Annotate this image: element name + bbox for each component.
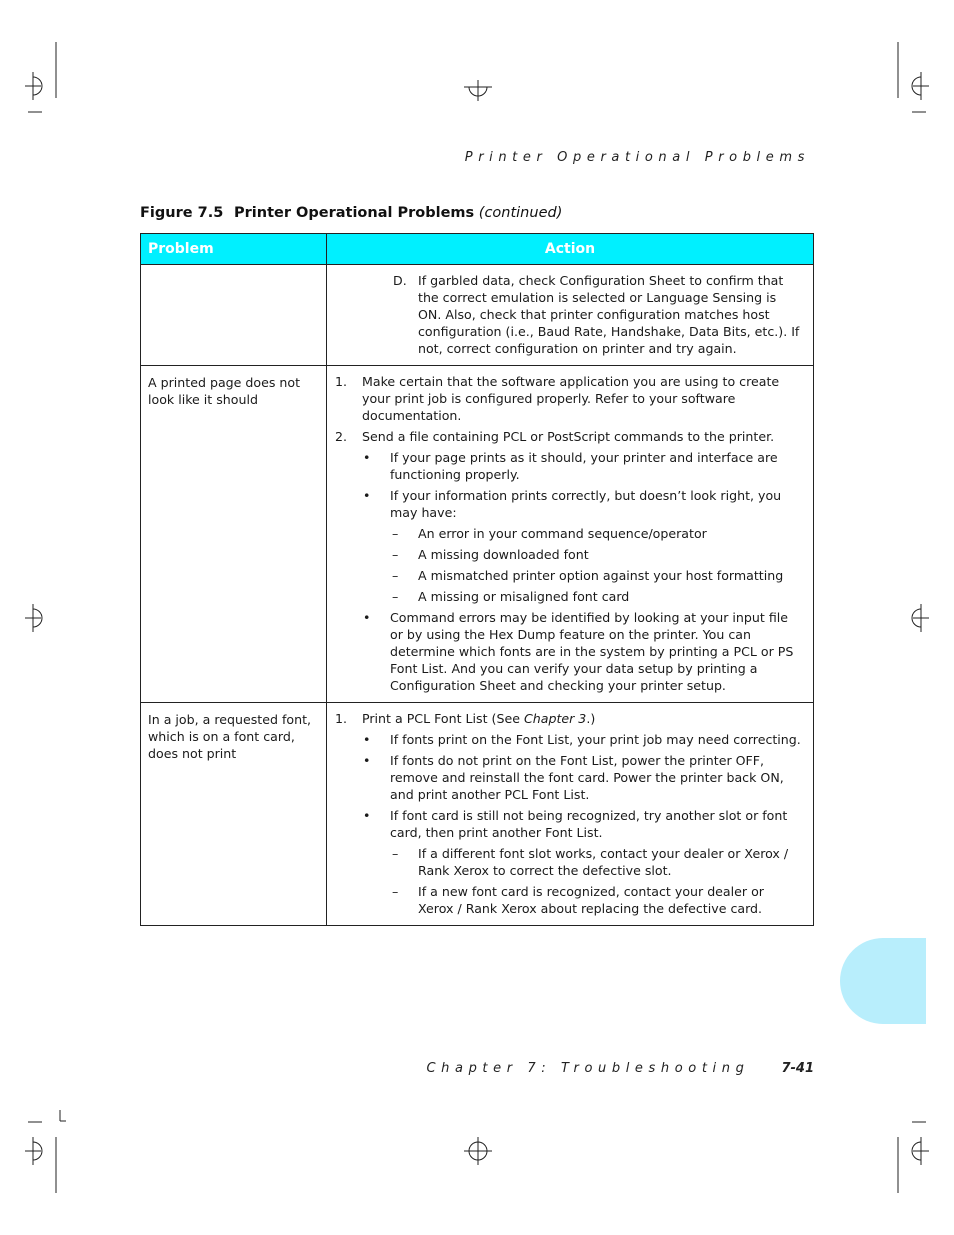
item-text: If font card is still not being recognized, try another slot or font card, then print another Font List. [390,808,788,840]
dash-marker: – [392,589,399,604]
table-header-row [141,234,814,265]
item-text: If garbled data, check Configuration Sheet to confirm that the correct emulation is selected or Language Sensing is ON. Also, check that printer configuration matches host configuration (i.e., Baud Rate, Handshake, Data Bits, etc.). If not, correct configuration on printer and try again. [418,273,800,356]
problems-table [140,233,814,926]
list-item [327,710,803,727]
item-text: A missing downloaded font [418,547,589,562]
bullet-marker: • [363,808,371,823]
item-text: Command errors may be identified by looking at your input file or by using the Hex Dump feature on the printer. You can determine which fonts are in the system by printing a PCL or PS Font List. And you can verify your data setup by printing a Configuration Sheet and checking your printer setup. [390,610,794,693]
dash-marker: – [392,568,399,583]
list-item [327,373,803,424]
list-item [327,567,803,584]
dash-marker: – [392,526,399,541]
problem-column-header: Problem [141,234,327,265]
dash-marker: – [392,884,399,899]
chapter-reference: Chapter 3 [523,711,587,726]
list-item [327,752,803,803]
footer-chapter: Chapter 7: Troubleshooting [426,1061,750,1076]
dash-marker: – [392,547,399,562]
page-footer [0,1061,814,1076]
list-item [327,845,803,879]
chapter-tab-marker [840,938,926,1024]
item-marker: 1. [335,374,348,389]
bullet-marker: • [363,450,371,465]
table-row [141,265,814,366]
list-item [327,588,803,605]
list-item [327,883,803,917]
problem-cell [141,366,327,703]
item-marker: 1. [335,711,348,726]
page-number: 7-41 [781,1061,814,1076]
item-text: Send a file containing PCL or PostScript commands to the printer. [362,429,775,444]
problem-text: In a job, a requested font, which is on a font card, does not print [148,712,312,761]
list-item [327,487,803,521]
action-column-header: Action [327,234,814,265]
bullet-marker: • [363,753,371,768]
problem-cell [141,703,327,926]
problem-text: A printed page does not look like it should [148,375,301,407]
list-item [327,731,803,748]
item-text: If your page prints as it should, your printer and interface are functioning properly. [390,450,778,482]
bullet-marker: • [363,732,371,747]
item-marker: 2. [335,429,348,444]
figure-continued: (continued) [478,205,563,221]
list-item [327,609,803,694]
item-text: If fonts do not print on the Font List, power the printer OFF, remove and reinstall the font card. Power the printer back ON, and print another PCL Font List. [390,753,784,802]
figure-caption [140,205,562,221]
bullet-marker: • [363,488,371,503]
list-item [327,272,803,357]
item-text: A mismatched printer option against your host formatting [418,568,784,583]
action-cell [327,366,814,703]
dash-marker: – [392,846,399,861]
table-row [141,703,814,926]
action-cell [327,265,814,366]
list-item [327,807,803,841]
figure-number: Figure 7.5 [140,205,224,221]
list-item [327,449,803,483]
list-item [327,428,803,445]
running-head: Printer Operational Problems [464,150,810,165]
action-cell [327,703,814,926]
list-item [327,546,803,563]
list-item [327,525,803,542]
item-text-suffix: .) [586,711,596,726]
problem-cell [141,265,327,366]
item-text: If a different font slot works, contact your dealer or Xerox / Rank Xerox to correct the defective slot. [418,846,789,878]
table-row [141,366,814,703]
bullet-marker: • [363,610,371,625]
item-text: If a new font card is recognized, contact your dealer or Xerox / Rank Xerox about replacing the defective card. [418,884,764,916]
item-marker: D. [393,273,407,288]
item-text: An error in your command sequence/operator [418,526,707,541]
item-text-prefix: Print a PCL Font List (See [362,711,524,726]
item-text: If fonts print on the Font List, your print job may need correcting. [390,732,801,747]
figure-title: Printer Operational Problems [234,205,475,221]
item-text: If your information prints correctly, but doesn’t look right, you may have: [390,488,782,520]
item-text: Make certain that the software application you are using to create your print job is configured properly. Refer to your software documentation. [362,374,780,423]
item-text: A missing or misaligned font card [418,589,630,604]
